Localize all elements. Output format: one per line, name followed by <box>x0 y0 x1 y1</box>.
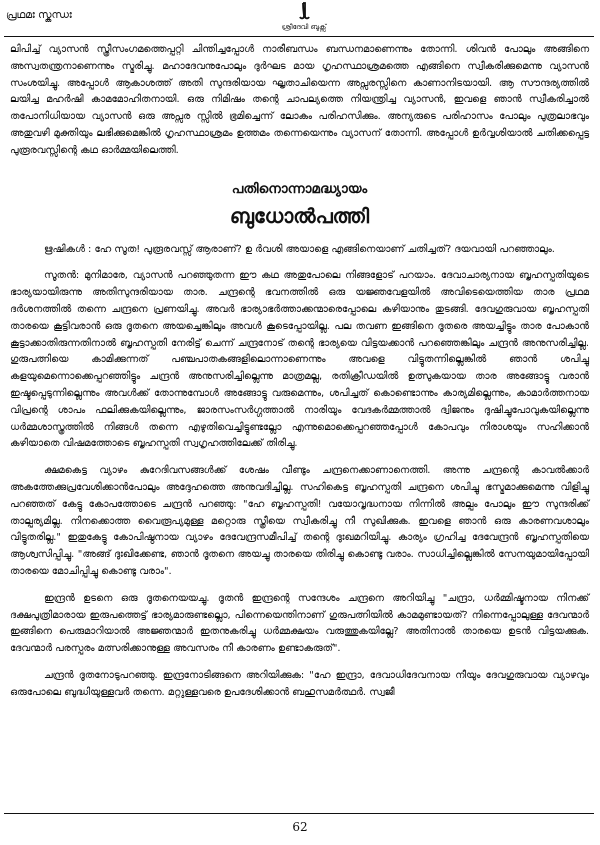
intro-paragraph: ലിപിച്ച് വ്യാസൻ സ്ത്രീസംഗമത്തെപ്പറ്റി ചിന്തിച്ചപ്പോൾ നാരീബന്ധം ബന്ധനമാണെന്നും തോന്നി. ശിവൻ പോലും അങ്ങിനെ അസ്വതന്ത്രനാണെന്നും സ്മരിച്ചു. മഹാദേവനുപോലും ദുർഘട മായ ഗൃഹസ്ഥാശ്രമത്തെ എങ്ങിനെ സ്വീകരിക്കുമെന്നു വ്യാസൻ സംശയിച്ചു. അപ്പോൾ ആകാശത്ത് അതി സുന്ദരിയായ ഘൃതാചിയെന്ന അപ്സരസ്സിനെ കാണാനിടയായി. ആ സൗന്ദര്യത്തിൽ ലയിച്ച മഹർഷി കാമമോഹിതനായി. ഒരു നിമിഷം തന്റെ ചാപല്യത്തെ നിയന്ത്രിച്ച വ്യാസൻ, ഇവളെ ഞാൻ സ്വീകരിച്ചാൽ തപോനിധിയായ വ്യാസൻ ഒരു അപ്സര സ്സിൽ ഭ്രമിച്ചെന്ന് ലോകം പരിഹസിക്കും. അന്യരുടെ പരിഹാസം പോലും പുത്രലാഭവും അതുവഴി മുക്തിയും ലഭിക്കുമെങ്കിൽ ഗൃഹസ്ഥാശ്രമം ഉത്തമം തന്നെയെന്നും വ്യാസന് തോന്നി. അപ്പോൾ ഉർവ്വശിയാൽ ചതിക്കപ്പെട്ട പുരൂരവസ്സിന്റെ കഥ ഓർമ്മയിലെത്തി. <box>10 44 589 156</box>
footer-rule <box>4 813 594 814</box>
indran-paragraph: ഇന്ദ്രൻ ഉടനെ ഒരു ദൂതനെയയച്ചു. ദൂതൻ ഇന്ദ്രന്റെ സന്ദേശം ചന്ദ്രനെ അറിയിച്ചു "ചന്ദ്രാ, ധർമ്മിഷ്ടനായ നിനക്ക് ദക്ഷപുത്രിമാരായ ഇരുപത്തെട്ട് ഭാര്യമാരുണ്ടല്ലൊ, പിന്നെയെന്തിനാണ് ഗുരുപത്നിയിൽ കാമമുണ്ടായത്? നിന്നെപ്പോലുള്ള ദേവന്മാർ ഇങ്ങിനെ പെരുമാറിയാൽ അജ്ഞന്മാർ ഇതനുകരിച്ചു ധർമ്മക്ഷയം വരുത്തുകയില്ലേ? അതിനാൽ താരയെ ഉടൻ വിട്ടയക്കുക. ദേവന്മാർ പരസ്പരം മത്സരിക്കാനുള്ള അവസരം നീ കാരണം ഉണ്ടാകരുത്". <box>10 592 589 655</box>
sutha-reply: സൂതൻ: മുനിമാരേ, വ്യാസൻ പറഞ്ഞുതന്ന ഈ കഥ അതുപോലെ നിങ്ങളോട് പറയാം. ദേവാചാര്യനായ ബൃഹസ്പതിയുടെ ഭാര്യയായിരുന്നു അതിസുന്ദരിയായ താര. ചന്ദ്രന്റെ ഭവനത്തിൽ ഒരു യജ്ഞവേളയിൽ അവിടെയെത്തിയ താര പ്രഥമ ദർശനത്തിൽ തന്നെ ചന്ദ്രനെ പ്രണയിച്ചു. അവർ ഭാര്യാഭർത്താക്കന്മാരെപ്പോലെ കഴിയാനും തുടങ്ങി. ദേവഗുരുവായ ബൃഹസ്പതി താരയെ കൂട്ടിവരാൻ ഒരു ദൂതനെ അയച്ചെങ്കിലും അവൾ കൂടെപ്പോയില്ല. പല തവണ ഇങ്ങിനെ ദൂതരെ അയച്ചിട്ടും താര പോകാൻ കൂട്ടാക്കാതിരുന്നതിനാൽ ബൃഹസ്പതി നേരിട്ട് ചെന്ന് ചന്ദ്രനോട് തന്റെ ഭാര്യയെ വിട്ടയക്കാൻ പറഞ്ഞെങ്കിലും ചന്ദ്രൻ അനുസരിച്ചില്ല. ഗുരുപത്നിയെ കാമിക്കുന്നത് പഞ്ചപാതകങ്ങളിലൊന്നാണെന്നും അവളെ വിട്ടുതന്നില്ലെങ്കിൽ ഞാൻ ശപിച്ചു കളയുമെന്നൊക്കെപ്പറഞ്ഞിട്ടും ചന്ദ്രൻ അനുസരിച്ചില്ലെന്നു മാത്രമല്ല, രതിക്രീഡയിൽ ഉത്സുകയായ താര അങ്ങോട്ടു വരാൻ ഇഷ്ടപ്പെടുന്നില്ലെന്നും അവൾക്ക് തോന്നുമ്പോൾ അങ്ങോട്ടു വരുമെന്നും, ശപിച്ചത് കൊണ്ടൊന്നും കാര്യമില്ലെന്നും, കാമാർത്തനായ വിപ്രന്റെ ശാപം ഫലിക്കുകയില്ലെന്നും, ജാരസംസർഗ്ഗത്താൽ നാരിയും വേദകർമ്മത്താൽ ദ്വിജനും ദുഷിച്ചുപോവുകയില്ലെന്നു ധർമ്മശാസ്ത്രത്തിൽ നിങ്ങൾ തന്നെ എഴുതിവെച്ചിട്ടുണ്ടല്ലോ എന്നുമൊക്കെപ്പറഞ്ഞപ്പോൾ കോപവും നിരാശയും സഹിക്കാൻ കഴിയാതെ വിഷമത്തോടെ ബൃഹസ്പതി സ്വഗൃഹത്തിലേക്ക് തിരിച്ചു. <box>10 270 589 450</box>
chapter-number: പതിനൊന്നാമദ്ധ്യായം <box>231 180 368 197</box>
rishis-question: ഋഷികൾ : ഹേ സൂത! പുരൂരവസ്സ് ആരാണ്? ഉ ർവശി അയാളെ എങ്ങിനെയാണ് ചതിച്ചത്? ദയവായി പറഞ്ഞാലും. <box>44 243 555 255</box>
kshamakette-paragraph: ക്ഷമകെട്ട വ്യാഴം കുറേദിവസങ്ങൾക്ക് ശേഷം വീണ്ടും ചന്ദ്രനെക്കാണാനെത്തി. അന്നു ചന്ദ്രന്റെ കാവൽക്കാർ അകത്തേക്കുപ്രവേശിക്കാൻപോലും അദ്ദേഹത്തെ അനുവദിച്ചില്ല. സഹികെട്ട ബൃഹസ്പതി ചന്ദ്രനെ ശപിച്ചു ഭസ്മമാക്കുമെന്നു വിളിച്ചു പറഞ്ഞത് കേട്ടു കോപത്തോടെ ചന്ദ്രൻ പറഞ്ഞു: "ഹേ ബൃഹസ്പതി! വയോവൃദ്ധനായ നിന്നിൽ അല്പം പോലും ഈ സുന്ദരിക്ക് താല്പര്യമില്ല. നിനക്കൊത്ത വൈരൂപ്യമുള്ള മറ്റൊരു സ്ത്രീയെ സ്വീകരിച്ചു നീ സുഖിക്കുക. ഇവളെ ഞാൻ ഒരു കാരണവശാലും വിട്ടുതരില്ല." ഇതുകേട്ടു കോപിഷ്ഠനായ വ്യാഴം ദേവേന്ദ്രസമീപിച്ച് തന്റെ ദുഃഖമറിയിച്ചു. കാര്യം ഗ്രഹിച്ച ദേവേന്ദ്രൻ ബൃഹസ്പതിയെ ആശ്വസിപ്പിച്ചു. "അങ്ങ് ദുഃഖിക്കേണ്ട, ഞാൻ ദൂതനെ അയച്ചു താരയെ തിരിച്ചു കൊണ്ടു വരാം. സാധിച്ചില്ലെങ്കിൽ സേനയുമായിപ്പോയി താരയെ മോചിപ്പിച്ചു കൊണ്ടു വരാം". <box>10 465 589 577</box>
header-rule <box>4 36 594 37</box>
running-head: പ്രഥമഃ സ്കന്ധഃ <box>6 9 72 21</box>
publisher-name: ശ്രീദേവി ബുക്സ് <box>281 23 327 31</box>
page-number: 62 <box>292 820 308 834</box>
page-body <box>10 42 589 702</box>
chandran-paragraph: ചന്ദ്രൻ ദൂതനോടുപറഞ്ഞു. ഇന്ദ്രനോടിങ്ങനെ അറിയിക്കുക: "ഹേ ഇന്ദ്രാ, ദേവാധിദേവനായ നീയും ദേവഗുരുവായ വ്യാഴവും ഒരുപോലെ ബുദ്ധിയുള്ളവർ തന്നെ. മറ്റുള്ളവരെ ഉപദേശിക്കാൻ ബഹുസമർത്ഥർ. സ്വജീ <box>10 669 589 698</box>
publisher-mark <box>264 2 344 32</box>
publisher-logo-icon <box>294 2 314 22</box>
page-header <box>4 0 594 38</box>
chapter-title: ബുധോൽപത്തി <box>229 203 370 228</box>
